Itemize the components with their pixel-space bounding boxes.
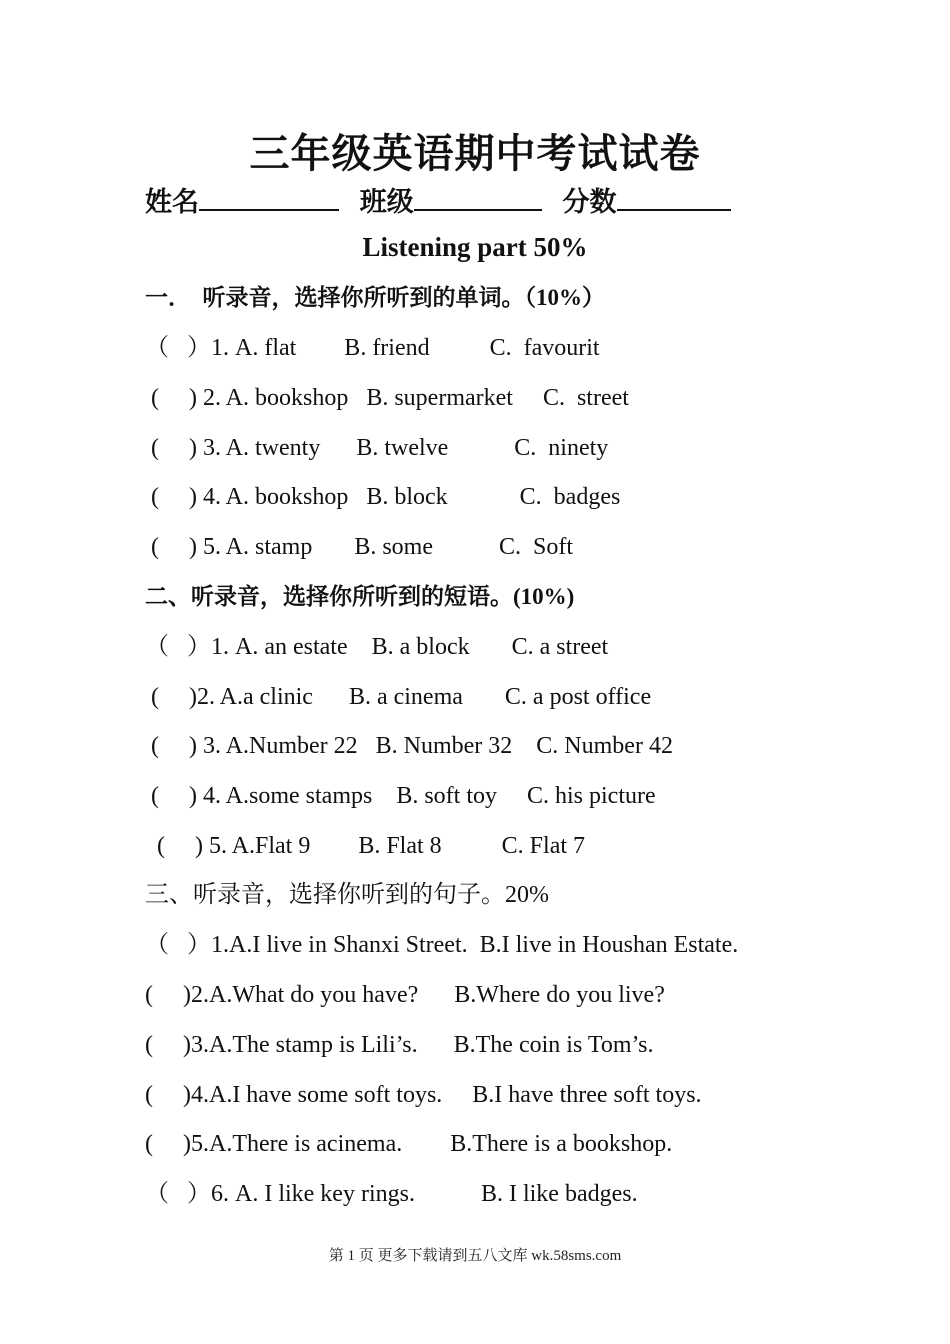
question-item: ( ) 3. A. twenty B. twelve C. ninety: [145, 435, 609, 461]
page-title: 三年级英语期中考试试卷: [249, 131, 701, 176]
question-item: ( )3.A.The stamp is Lili’s. B.The coin is Tom’s.: [145, 1032, 654, 1058]
question-item: ( ) 2. A. bookshop B. supermarket C. street: [145, 385, 629, 411]
name-label: 姓名: [145, 187, 199, 217]
question-item: ( )5.A.There is acinema. B.There is a bookshop.: [145, 1131, 673, 1157]
question-item: ( )2.A.What do you have? B.Where do you live?: [145, 982, 665, 1008]
listening-subtitle: Listening part 50%: [362, 232, 588, 262]
score-blank[interactable]: [617, 183, 731, 211]
section2-heading: 二、听录音，选择你所听到的短语。(10%): [145, 584, 575, 609]
section1-heading: 一． 听录音，选择你所听到的单词。（10%）: [145, 285, 605, 310]
score-label: 分数: [562, 187, 617, 217]
question-item: ( )4.A.I have some soft toys. B.I have three soft toys.: [145, 1082, 702, 1108]
question-item: ( ) 3. A.Number 22 B. Number 32 C. Number 42: [145, 733, 673, 759]
question-item: （ ）6. A. I like key rings. B. I like badges.: [145, 1181, 638, 1207]
page-footer: 第 1 页 更多下载请到五八文库 wk.58sms.com: [328, 1248, 622, 1264]
question-item: ( ) 4. A. bookshop B. block C. badges: [145, 484, 621, 510]
section3-heading: 三、听录音，选择你听到的句子。20%: [145, 882, 549, 908]
question-item: ( )2. A.a clinic B. a cinema C. a post office: [145, 684, 652, 710]
class-label: 班级: [359, 187, 414, 217]
question-item: （ ）1. A. an estate B. a block C. a street: [145, 634, 609, 660]
question-item: ( ) 4. A.some stamps B. soft toy C. his picture: [145, 783, 656, 809]
name-blank[interactable]: [199, 183, 339, 211]
question-item: ( ) 5. A. stamp B. some C. Soft: [145, 534, 574, 560]
question-item: （ ）1.A.I live in Shanxi Street. B.I live in Houshan Estate.: [145, 932, 739, 958]
question-item: （ ）1. A. flat B. friend C. favourit: [145, 335, 600, 361]
question-item: ( ) 5. A.Flat 9 B. Flat 8 C. Flat 7: [145, 833, 586, 859]
class-blank[interactable]: [414, 183, 542, 211]
student-info-row: [145, 180, 745, 219]
